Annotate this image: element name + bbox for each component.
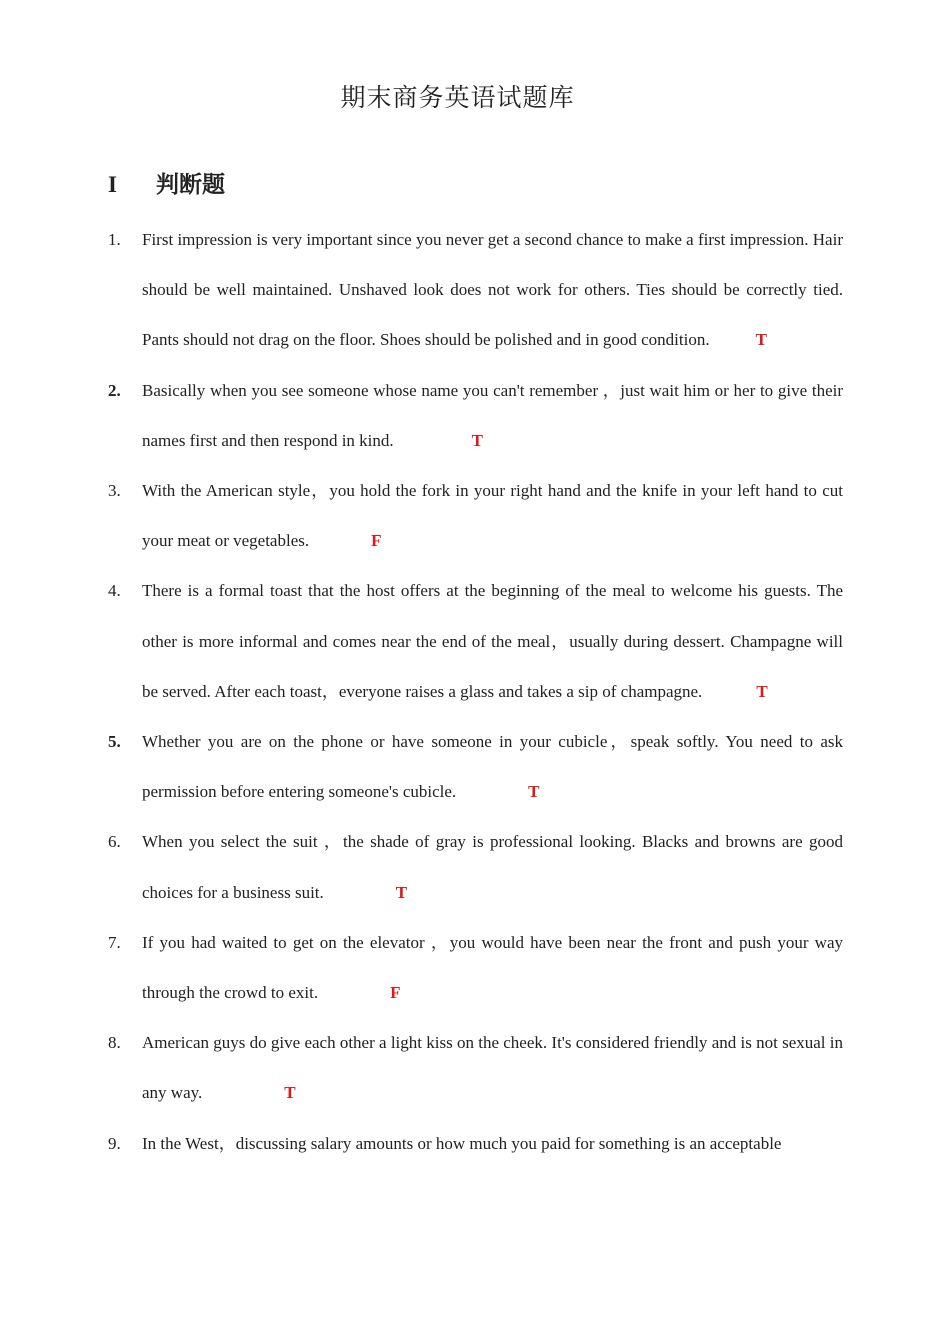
question-text [142, 215, 843, 366]
answer-mark: T [756, 681, 768, 701]
section-heading [108, 166, 225, 199]
answer-mark: T [528, 782, 540, 802]
question-item [108, 566, 843, 717]
question-text [142, 1119, 843, 1169]
answer-mark: T [284, 1083, 296, 1103]
answer-mark: T [471, 430, 483, 450]
question-item [108, 215, 843, 366]
question-number: 2. [108, 380, 121, 400]
question-list [108, 215, 843, 1169]
page-title: 期末商务英语试题库 [340, 85, 575, 112]
question-text [142, 918, 843, 1018]
question-text [142, 466, 843, 566]
question-item [108, 817, 843, 917]
question-statement: If you had waited to get on the elevator ，you would have been near the front and push your way through the crowd to exit. [142, 932, 843, 1003]
question-number: 3. [108, 481, 121, 501]
question-number: 7. [108, 932, 121, 952]
question-statement: Whether you are on the phone or have someone in your cubicle，speak softly. You need to ask permission before entering someone's cubicle. [142, 732, 843, 802]
question-item [108, 366, 843, 466]
question-item [108, 1018, 843, 1118]
question-number: 6. [108, 832, 121, 852]
question-statement: When you select the suit ，the shade of gray is professional looking. Blacks and browns are good choices for a business suit. [142, 832, 843, 902]
question-text [142, 366, 843, 466]
question-text [142, 1018, 843, 1118]
question-statement: There is a formal toast that the host offers at the beginning of the meal to welcome his guests. The other is more informal and comes near the end of the meal，usually during dessert. Champagne will be served. After each toast，everyone raises a glass and takes a sip of champagne. [142, 581, 843, 701]
question-number: 1. [108, 230, 121, 249]
section-title: 判断题 [156, 172, 225, 197]
question-item [108, 1119, 843, 1169]
question-number: 8. [108, 1033, 121, 1053]
question-item [108, 918, 843, 1018]
answer-mark: T [395, 882, 408, 902]
question-text [142, 566, 843, 717]
question-statement: In the West，discussing salary amounts or how much you paid for something is an acceptable [142, 1133, 782, 1153]
question-number: 9. [108, 1133, 121, 1153]
question-statement: First impression is very important since you never get a second chance to make a first impression. Hair should be well maintained. Unshaved look does not work for others. Ties should be correctly tied. Pants should not drag on the floor. Shoes should be polished and in good condition. [142, 230, 843, 350]
question-statement: With the American style，you hold the fork in your right hand and the knife in your left hand to cut your meat or vegetables. [142, 481, 843, 551]
question-item [108, 717, 843, 817]
question-number: 5. [108, 732, 121, 752]
question-item [108, 466, 843, 566]
question-number: 4. [108, 581, 121, 601]
answer-mark: F [371, 531, 382, 551]
question-statement: American guys do give each other a light kiss on the cheek. It's considered friendly and is not sexual in any way. [142, 1033, 843, 1103]
answer-mark: T [755, 330, 767, 350]
section-number: I [108, 172, 117, 197]
question-statement: Basically when you see someone whose name you can't remember ，just wait him or her to give their names first and then respond in kind. [142, 380, 843, 450]
question-text [142, 717, 843, 817]
answer-mark: F [390, 983, 401, 1003]
question-text [142, 817, 843, 917]
